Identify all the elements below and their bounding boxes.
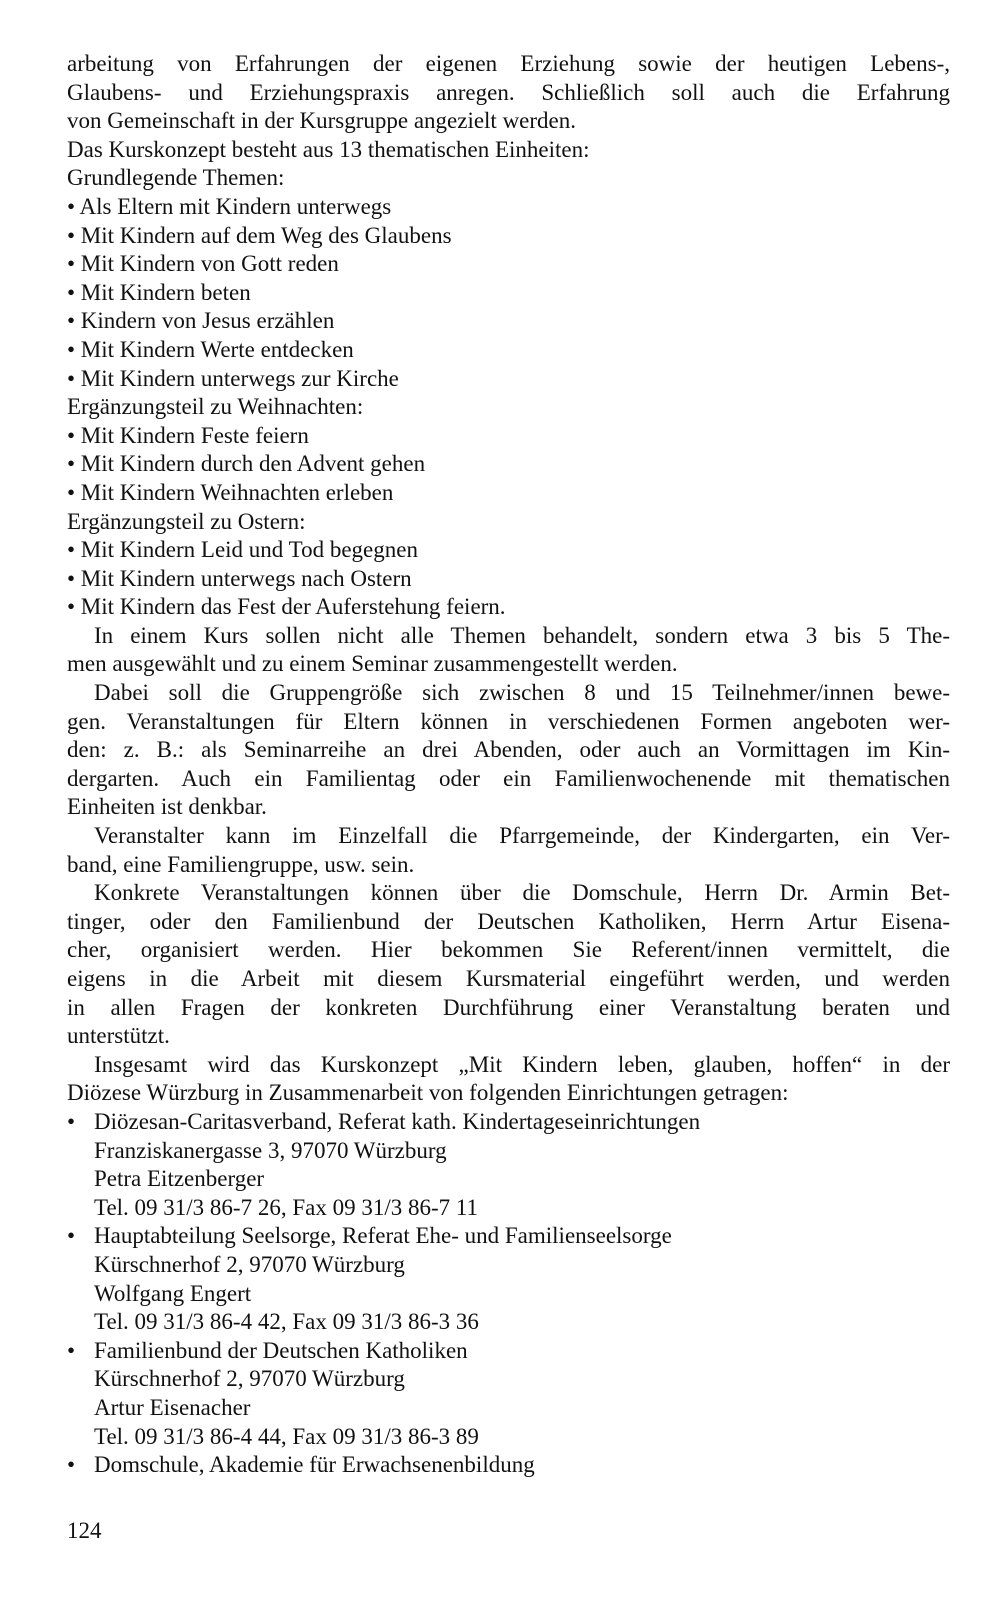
text-line: in allen Fragen der konkreten Durchführung einer Veranstaltung beraten und [67,994,950,1020]
institution-name: Diözesan-Caritasverband, Referat kath. Kindertageseinrichtungen [94,1108,701,1134]
text-line: men ausgewählt und zu einem Seminar zusammengestellt werden. [67,651,678,677]
institution-name: Familienbund der Deutschen Katholiken [94,1337,468,1363]
institution-contact: Wolfgang Engert [94,1280,252,1306]
text-line: band, eine Familiengruppe, usw. sein. [67,851,415,877]
topic-group-christmas [67,393,950,507]
topic-list-item: • Mit Kindern Feste feiern [67,422,309,448]
text-line: Insgesamt wird das Kurskonzept „Mit Kindern leben, glauben, hoffen“ in der [94,1051,950,1077]
institution-item [67,1108,950,1222]
topic-list-item: • Als Eltern mit Kindern unterwegs [67,193,392,219]
page-number: 124 [67,1518,102,1543]
text-line: Veranstalter kann im Einzelfall die Pfarrgemeinde, der Kindergarten, ein Ver- [94,823,950,849]
text-line: cher, organisiert werden. Hier bekommen Sie Referent/innen vermittelt, die [67,937,950,963]
institution-phone: Tel. 09 31/3 86-4 44, Fax 09 31/3 86-3 89 [94,1423,479,1449]
institution-phone: Tel. 09 31/3 86-7 26, Fax 09 31/3 86-7 11 [94,1194,479,1220]
topic-list-item: • Mit Kindern Leid und Tod begegnen [67,537,418,563]
group-heading: Grundlegende Themen: [67,165,285,191]
text-line: gen. Veranstaltungen für Eltern können in verschiedenen Formen angeboten wer- [67,708,950,734]
paragraph [67,879,950,1051]
text-line: dergarten. Auch ein Familientag oder ein Familienwochenende mit thematischen [67,765,950,791]
topic-group-basic [67,164,950,393]
text-line: von Gemeinschaft in der Kursgruppe angezielt werden. [67,108,577,134]
topic-group-easter [67,508,950,622]
topic-list-item: • Mit Kindern unterwegs zur Kirche [67,365,399,391]
text-line: unterstützt. [67,1023,170,1049]
institution-item [67,1337,950,1451]
institution-list [67,1108,950,1480]
group-heading: Ergänzungsteil zu Weihnachten: [67,394,364,420]
institution-contact: Artur Eisenacher [94,1394,251,1420]
bullet-icon: • [67,1337,76,1363]
intro-paragraph [67,50,950,136]
text-line: den: z. B.: als Seminarreihe an drei Abenden, oder auch an Vormittagen im Kin- [67,737,950,763]
topic-list-item: • Mit Kindern beten [67,279,251,305]
paragraph [67,1051,950,1108]
institution-address: Franziskanergasse 3, 97070 Würzburg [94,1137,447,1163]
paragraph [67,622,950,679]
text-line: Diözese Würzburg in Zusammenarbeit von folgenden Einrichtungen getragen: [67,1080,789,1106]
institution-address: Kürschnerhof 2, 97070 Würzburg [94,1251,405,1277]
text-line: arbeitung von Erfahrungen der eigenen Erziehung sowie der heutigen Lebens-, [67,51,950,76]
topic-list-item: • Mit Kindern Weihnachten erleben [67,479,394,505]
topic-list-item: • Kindern von Jesus erzählen [67,308,335,334]
topic-list-item: • Mit Kindern durch den Advent gehen [67,451,426,477]
group-heading: Ergänzungsteil zu Ostern: [67,508,306,534]
topic-list-item: • Mit Kindern unterwegs nach Ostern [67,565,412,591]
paragraph [67,679,950,822]
text-line: Glaubens- und Erziehungspraxis anregen. Schließlich soll auch die Erfahrung [67,79,950,105]
topic-list-item: • Mit Kindern das Fest der Auferstehung feiern. [67,594,506,620]
bullet-icon: • [67,1452,76,1478]
institution-item [67,1451,950,1480]
concept-heading: Das Kurskonzept besteht aus 13 thematischen Einheiten: [67,136,590,162]
institution-contact: Petra Eitzenberger [94,1166,265,1192]
text-line: Einheiten ist denkbar. [67,794,267,820]
text-line: tinger, oder den Familienbund der Deutschen Katholiken, Herrn Artur Eisena- [67,908,950,934]
topic-list-item: • Mit Kindern Werte entdecken [67,336,354,362]
institution-phone: Tel. 09 31/3 86-4 42, Fax 09 31/3 86-3 36 [94,1309,479,1335]
paragraph [67,822,950,879]
institution-address: Kürschnerhof 2, 97070 Würzburg [94,1366,405,1392]
bullet-icon: • [67,1108,76,1134]
institution-name: Domschule, Akademie für Erwachsenenbildung [94,1452,535,1478]
institution-item [67,1222,950,1336]
text-line: In einem Kurs sollen nicht alle Themen behandelt, sondern etwa 3 bis 5 The- [94,622,950,648]
document-page [67,50,950,1480]
text-line: Konkrete Veranstaltungen können über die Domschule, Herrn Dr. Armin Bet- [94,880,950,906]
text-line: Dabei soll die Gruppengröße sich zwischen 8 und 15 Teilnehmer/innen bewe- [94,680,950,706]
bullet-icon: • [67,1223,76,1249]
text-line: eigens in die Arbeit mit diesem Kursmaterial eingeführt werden, und werden [67,966,950,991]
topic-list-item: • Mit Kindern auf dem Weg des Glaubens [67,222,452,248]
topic-list-item: • Mit Kindern von Gott reden [67,251,339,277]
institution-name: Hauptabteilung Seelsorge, Referat Ehe- und Familienseelsorge [94,1223,672,1249]
